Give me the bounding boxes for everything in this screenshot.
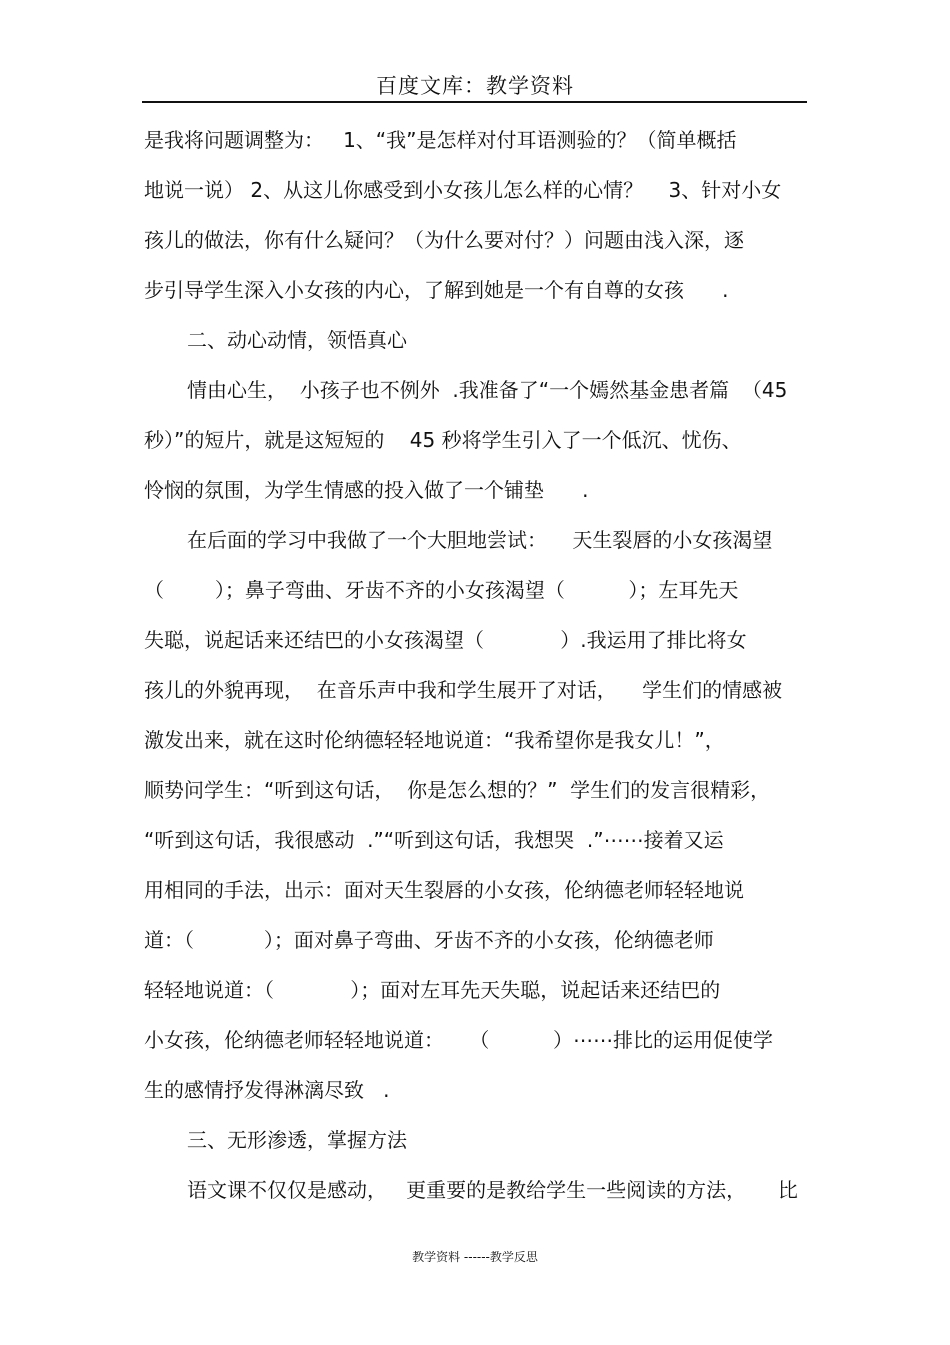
body-line: 怜悯的氛围，为学生情感的投入做了一个铺垫 . <box>144 478 589 502</box>
body-line: 地说一说） 2、从这儿你感受到小女孩儿怎么样的心情？ 3、针对小女 <box>144 178 782 202</box>
body-line: 步引导学生深入小女孩的内心，了解到她是一个有自尊的女孩 . <box>144 278 729 302</box>
body-line: 激发出来，就在这时伦纳德轻轻地说道：“我希望你是我女儿！”， <box>144 728 725 752</box>
body-line: 小女孩，伦纳德老师轻轻地说道： （ ）⋯⋯排比的运用促使学 <box>144 1028 774 1052</box>
page-header-title: 百度文库：教学资料 <box>376 74 574 98</box>
body-line: 轻轻地说道：（ ）；面对左耳先天失聪，说起话来还结巴的 <box>144 978 721 1002</box>
body-line: 用相同的手法，出示：面对天生裂唇的小女孩，伦纳德老师轻轻地说 <box>144 878 744 902</box>
page-footer: 教学资料 ------教学反思 <box>412 1250 538 1264</box>
body-line: 秒）”的短片，就是这短短的 45 秒将学生引入了一个低沉、忧伤、 <box>144 428 742 452</box>
body-line: 顺势问学生：“听到这句话， 你是怎么想的？” 学生们的发言很精彩， <box>144 778 771 802</box>
body-line: 失聪，说起话来还结巴的小女孩渴望（ ）.我运用了排比将女 <box>144 628 747 652</box>
body-line: 在后面的学习中我做了一个大胆地尝试： 天生裂唇的小女孩渴望 <box>187 528 773 552</box>
section-heading: 三、无形渗透，掌握方法 <box>187 1128 407 1152</box>
body-line: 生的感情抒发得淋漓尽致 . <box>144 1078 390 1102</box>
body-line: 道：（ ）；面对鼻子弯曲、牙齿不齐的小女孩，伦纳德老师 <box>144 928 714 952</box>
body-line: 孩儿的外貌再现， 在音乐声中我和学生展开了对话， 学生们的情感被 <box>144 678 783 702</box>
body-line: 语文课不仅仅是感动， 更重要的是教给学生一些阅读的方法， 比 <box>187 1178 798 1202</box>
header-divider <box>142 101 807 103</box>
body-line: “听到这句话，我很感动 .”“听到这句话，我想哭 .”⋯⋯接着又运 <box>144 828 724 852</box>
body-line: 孩儿的做法，你有什么疑问？（为什么要对付？）问题由浅入深，逐 <box>144 228 744 252</box>
body-line: （ ）；鼻子弯曲、牙齿不齐的小女孩渴望（ ）；左耳先天 <box>144 578 739 602</box>
body-line: 是我将问题调整为： 1、“我”是怎样对付耳语测验的？（简单概括 <box>144 128 737 152</box>
body-line: 情由心生， 小孩子也不例外 .我准备了“一个嫣然基金患者篇 （45 <box>187 378 788 402</box>
section-heading: 二、动心动情，领悟真心 <box>187 328 407 352</box>
